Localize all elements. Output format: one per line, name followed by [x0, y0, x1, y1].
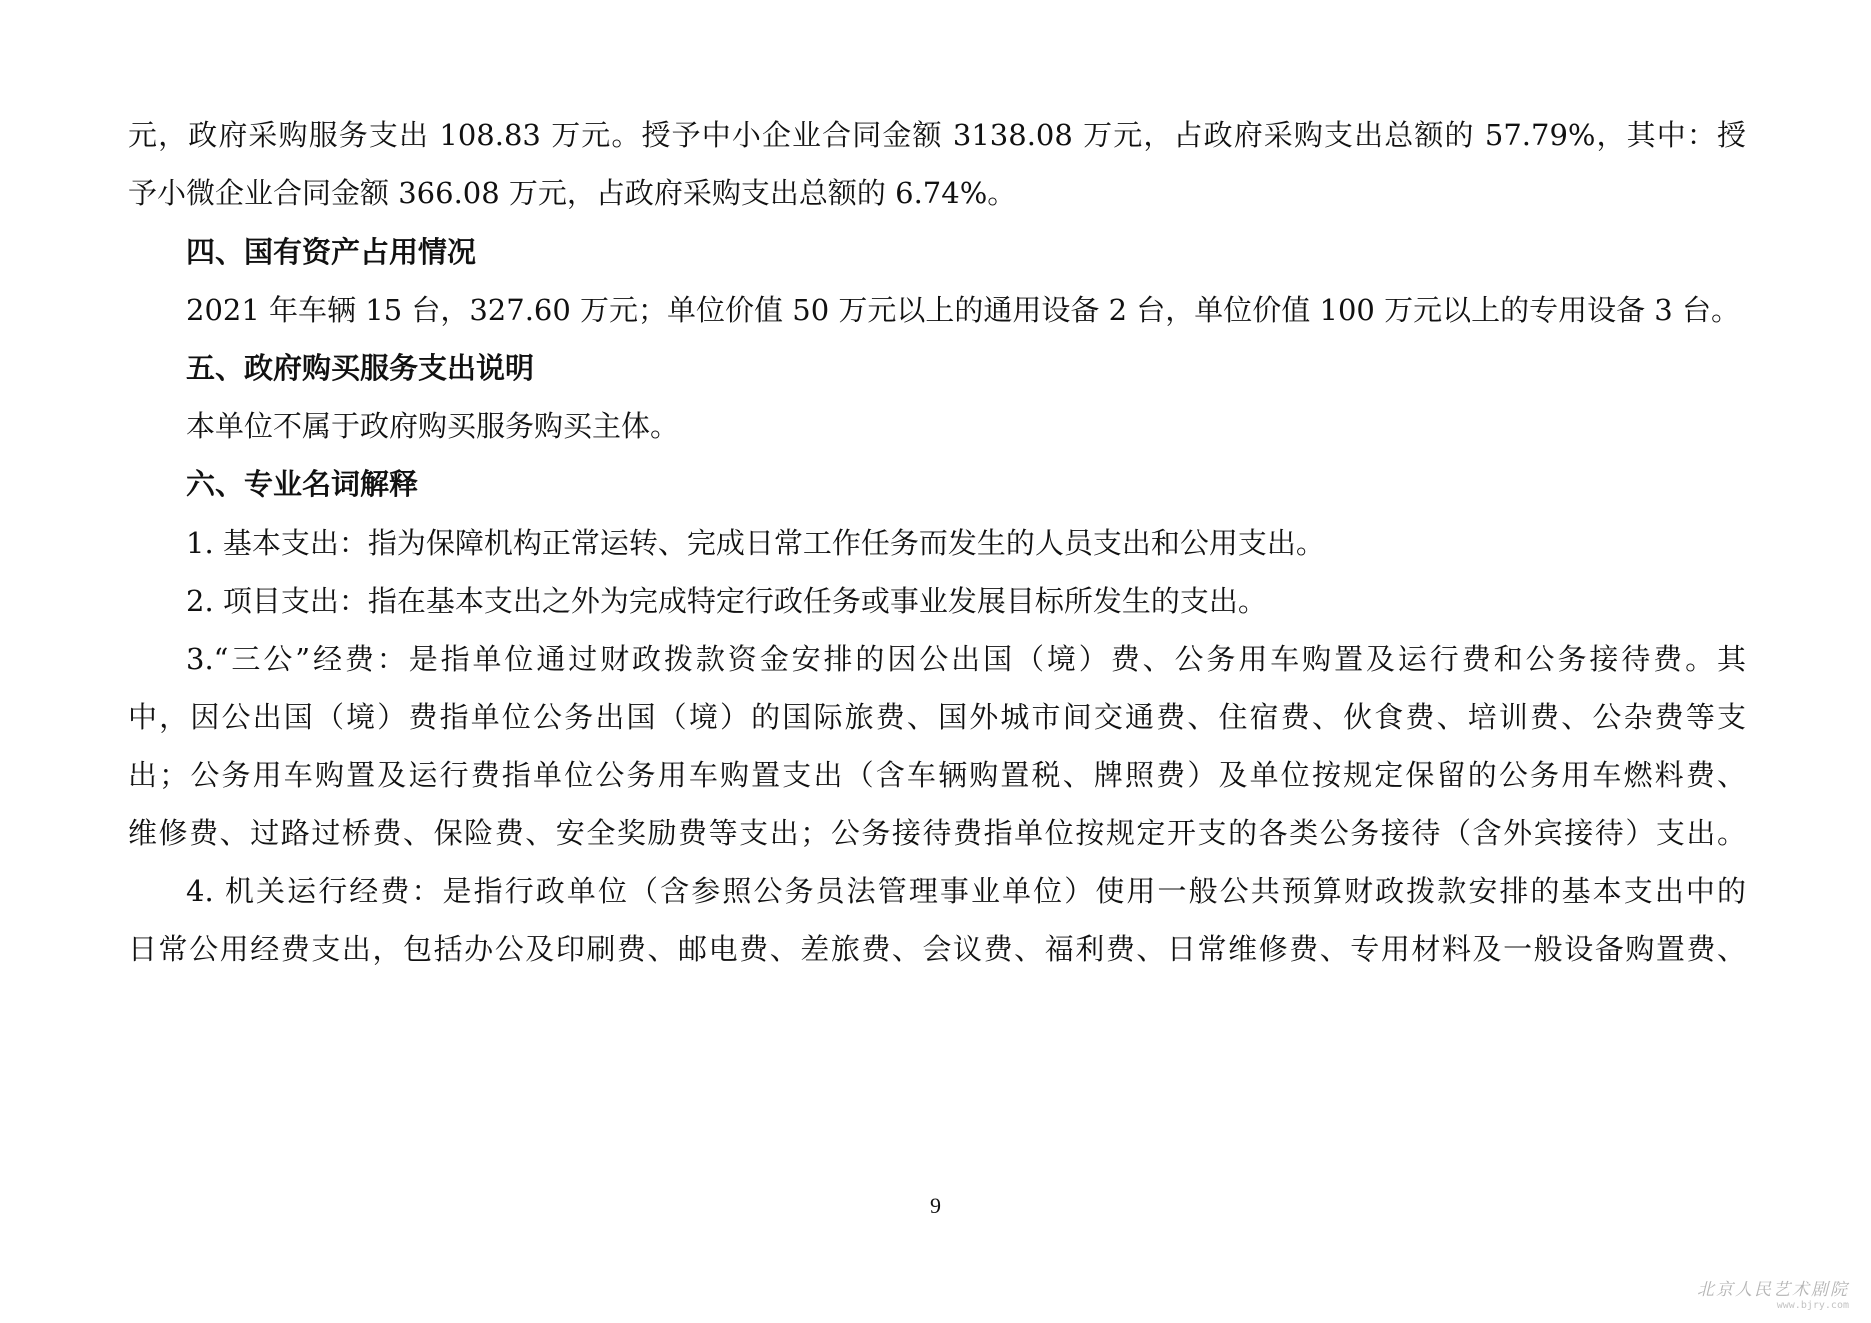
- paragraph-line: 2021 年车辆 15 台，327.60 万元；单位价值 50 万元以上的通用设备 2 台，单位价值 100 万元以上的专用设备 3 台。: [186, 293, 1740, 327]
- paragraph-line: 中，因公出国（境）费指单位公务出国（境）的国际旅费、国外城市间交通费、住宿费、伙食费、培训费、公杂费等支: [128, 700, 1746, 734]
- paragraph-line: 本单位不属于政府购买服务购买主体。: [186, 409, 680, 443]
- definition-item: 3.“三公”经费：是指单位通过财政拨款资金安排的因公出国（境）费、公务用车购置及运行费和公务接待费。其: [186, 642, 1746, 676]
- paragraph-line: 出；公务用车购置及运行费指单位公务用车购置支出（含车辆购置税、牌照费）及单位按规定保留的公务用车燃料费、: [128, 758, 1746, 792]
- watermark-logo: [1609, 1281, 1849, 1315]
- page-number: 9: [930, 1193, 941, 1218]
- definition-item: 1. 基本支出：指为保障机构正常运转、完成日常工作任务而发生的人员支出和公用支出。: [186, 526, 1325, 560]
- definition-item: 2. 项目支出：指在基本支出之外为完成特定行政任务或事业发展目标所发生的支出。: [186, 584, 1267, 618]
- definition-item: 4. 机关运行经费：是指行政单位（含参照公务员法管理事业单位）使用一般公共预算财政拨款安排的基本支出中的: [186, 874, 1746, 908]
- paragraph-line: 予小微企业合同金额 366.08 万元，占政府采购支出总额的 6.74%。: [128, 176, 1017, 210]
- paragraph-line: 元，政府采购服务支出 108.83 万元。授予中小企业合同金额 3138.08 万元，占政府采购支出总额的 57.79%，其中：授: [128, 118, 1746, 152]
- watermark-text: 北京人民艺术剧院: [1697, 1280, 1849, 1300]
- section-heading: 六、专业名词解释: [186, 467, 419, 501]
- section-heading: 四、国有资产占用情况: [186, 235, 477, 269]
- watermark-url: www.bjry.com: [1776, 1300, 1849, 1311]
- section-heading: 五、政府购买服务支出说明: [186, 351, 535, 385]
- paragraph-line: 维修费、过路过桥费、保险费、安全奖励费等支出；公务接待费指单位按规定开支的各类公务接待（含外宾接待）支出。: [128, 816, 1746, 850]
- paragraph-line: 日常公用经费支出，包括办公及印刷费、邮电费、差旅费、会议费、福利费、日常维修费、专用材料及一般设备购置费、: [128, 932, 1746, 966]
